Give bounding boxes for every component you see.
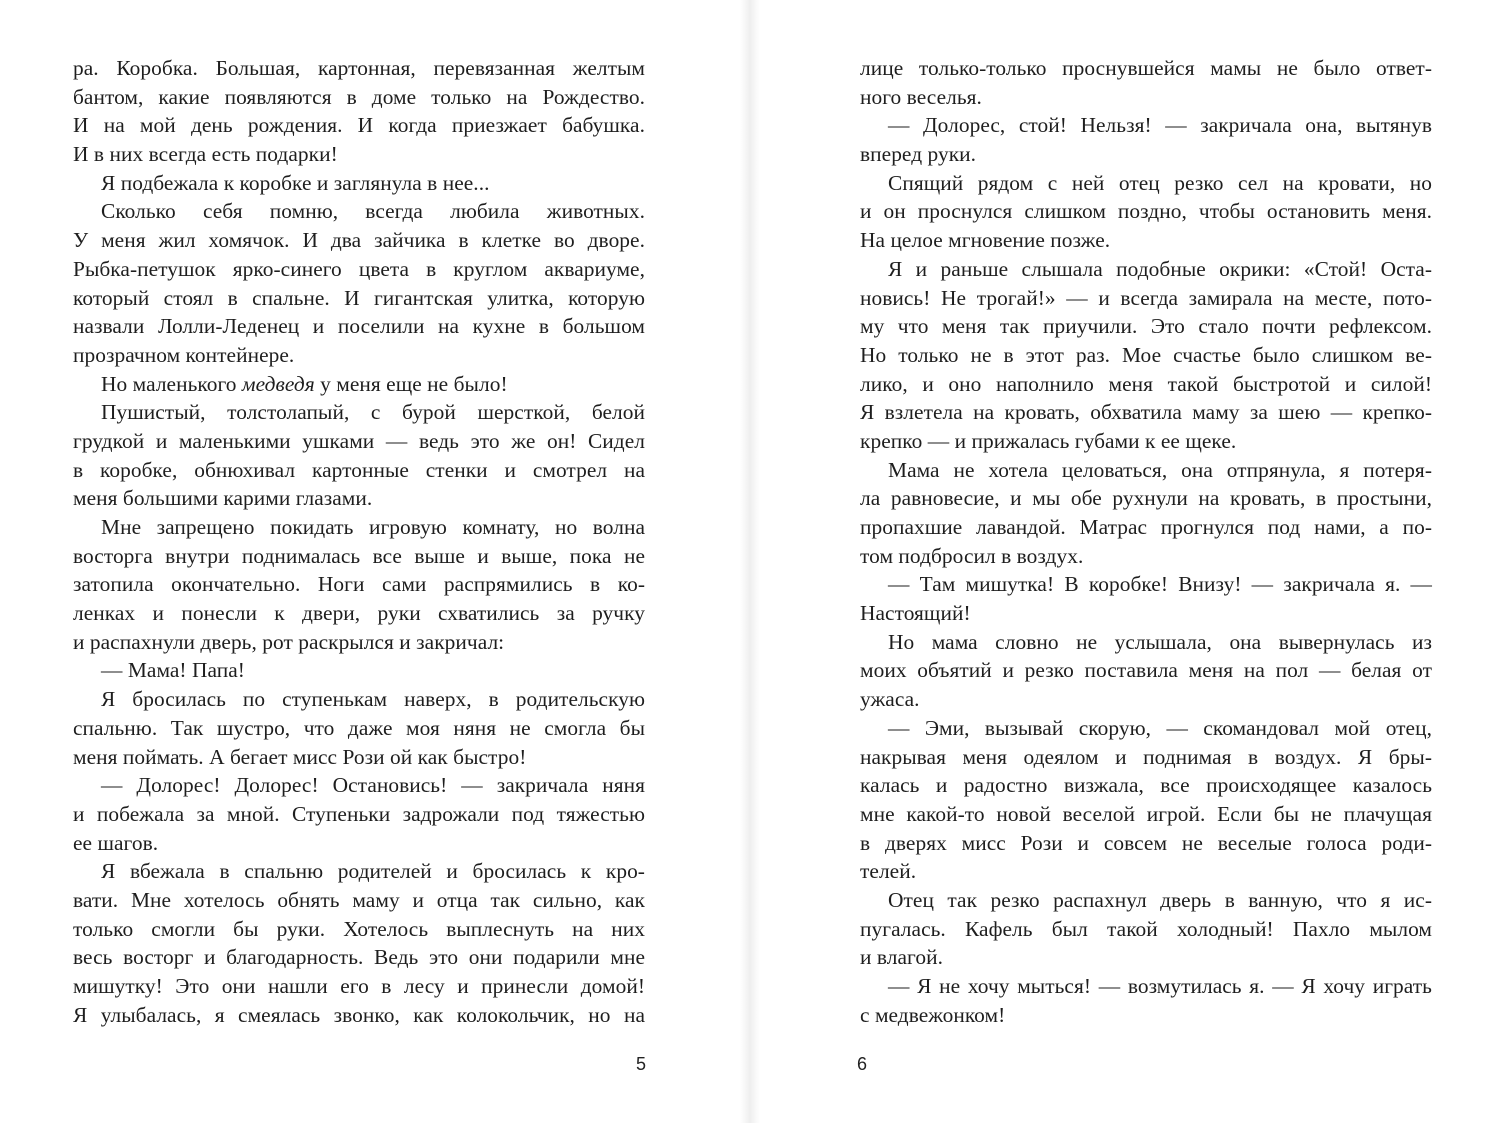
page-number-right: 6	[857, 1054, 868, 1074]
text-line: Я подбежала к коробке и заглянула в нее...	[101, 170, 490, 195]
text-line: бантом, какие появляются в доме только на Рождество.	[73, 84, 645, 109]
text-line: спальню. Так шустро, что даже моя няня не смогла бы	[73, 715, 645, 740]
text-line: пропахшие лавандой. Матрас прогнулся под нами, а по-	[860, 515, 1432, 539]
text-line: И в них всегда есть подарки!	[73, 142, 338, 167]
text-line: Но только не в этот раз. Мое счастье было слишком ве-	[860, 342, 1432, 367]
text-line: вати. Мне хотелось обнять маму и отца так сильно, как	[73, 887, 645, 912]
text-line: Я вбежала в спальню родителей и бросилась к кро-	[101, 859, 645, 884]
text-line: ее шагов.	[73, 830, 159, 855]
text-line: и побежала за мной. Ступеньки задрожали под тяжестью	[73, 801, 645, 826]
text-line: крепко — и прижалась губами к ее щеке.	[860, 428, 1237, 453]
text-line: лико, и оно наполнило меня такой быстротой и силой!	[860, 371, 1432, 396]
text-line: Пушистый, толстолапый, с бурой шерсткой, белой	[101, 400, 645, 425]
text-line: Мама не хотела целоваться, она отпрянула, я потеря-	[888, 457, 1432, 482]
text-line: Рыбка-петушок ярко-синего цвета в круглом аквариуме,	[73, 256, 645, 281]
text-line: ра. Коробка. Большая, картонная, перевязанная желтым	[73, 56, 645, 80]
text-line: Я бросилась по ступенькам наверх, в родительскую	[101, 687, 645, 712]
text-line: — Долорес, стой! Нельзя! — закричала она, вытянув	[888, 113, 1432, 138]
text-line: накрывая меня одеялом и поднимая в воздух. Я бры-	[860, 744, 1432, 769]
text-line: меня большими карими глазами.	[73, 486, 373, 511]
text-line: Но мама словно не услышала, она вывернулась из	[888, 629, 1432, 654]
left-page-text	[73, 54, 645, 1029]
text-line: калась и радостно визжала, все происходящее казалось	[860, 773, 1432, 798]
text-line: моих объятий и резко поставила меня на пол — белая от	[860, 658, 1432, 683]
text-line: му что меня так приучили. Это стало почти рефлексом.	[860, 314, 1432, 339]
text-line: На целое мгновение позже.	[860, 228, 1111, 253]
text-fragment: Но маленького	[101, 371, 242, 396]
text-line: Я улыбалась, я смеялась звонко, как колокольчик, но на	[73, 1002, 645, 1027]
text-line: ла равновесие, и мы обе рухнули на кровать, в простыни,	[860, 486, 1432, 511]
text-line: мишутку! Это они нашли его в лесу и принесли домой!	[73, 974, 645, 998]
text-line: Настоящий!	[860, 601, 971, 626]
right-page-text	[860, 54, 1432, 1029]
text-line: затопила окончательно. Ноги сами распрямились в ко-	[73, 572, 645, 597]
text-line: Отец так резко распахнул дверь в ванную, что я ис-	[888, 887, 1432, 912]
text-line: в коробке, обнюхивал картонные стенки и смотрел на	[73, 457, 645, 482]
text-line: с медвежонком!	[860, 1002, 1006, 1027]
text-line: телей.	[860, 859, 917, 884]
italic-word: медведя	[241, 371, 315, 396]
text-line: ного веселья.	[860, 84, 982, 109]
text-line: ужаса.	[860, 687, 920, 712]
text-line: И на мой день рождения. И когда приезжает бабушка.	[73, 113, 645, 138]
text-line: Я взлетела на кровать, обхватила маму за шею — крепко-	[860, 400, 1432, 425]
text-line: — Я не хочу мыться! — возмутилась я. — Я хочу играть	[888, 974, 1432, 998]
text-line: Мне запрещено покидать игровую комнату, но волна	[101, 515, 645, 539]
text-line: и влагой.	[860, 945, 943, 970]
book-gutter	[740, 0, 760, 1123]
text-line: — Там мишутка! В коробке! Внизу! — закричала я. —	[888, 572, 1432, 597]
text-line: — Мама! Папа!	[101, 658, 245, 683]
text-line: ленках и понесли к двери, руки схватились за ручку	[73, 601, 645, 626]
text-line: пугалась. Кафель был такой холодный! Пахло мылом	[860, 916, 1432, 941]
text-line: том подбросил в воздух.	[860, 543, 1084, 568]
text-line: и он проснулся слишком поздно, чтобы остановить меня.	[860, 199, 1432, 224]
text-line: и распахнули дверь, рот раскрылся и закричал:	[73, 629, 505, 654]
text-line	[73, 370, 645, 399]
text-line: меня поймать. А бегает мисс Рози ой как быстро!	[73, 744, 527, 769]
text-line: грудкой и маленькими ушками — ведь это же он! Сидел	[73, 428, 645, 453]
text-line: — Долорес! Долорес! Остановись! — закричала няня	[101, 773, 645, 798]
text-line: Спящий рядом с ней отец резко сел на кровати, но	[888, 170, 1432, 195]
text-line: прозрачном контейнере.	[73, 342, 295, 367]
text-line: в дверях мисс Рози и совсем не веселые голоса роди-	[860, 830, 1432, 855]
text-line: вперед руки.	[860, 142, 977, 167]
page-number-left: 5	[636, 1054, 647, 1074]
text-line: Сколько себя помню, всегда любила животных.	[101, 199, 645, 224]
text-line: Я и раньше слышала подобные окрики: «Стой! Оста-	[888, 256, 1432, 281]
text-line: У меня жил хомячок. И два зайчика в клетке во дворе.	[73, 228, 645, 253]
text-line: лице только-только проснувшейся мамы не было ответ-	[860, 56, 1432, 80]
text-fragment: у меня еще не было!	[314, 371, 508, 396]
text-line: весь восторг и благодарность. Ведь это они подарили мне	[73, 945, 645, 970]
text-line: назвали Лолли-Леденец и поселили на кухне в большом	[73, 314, 645, 339]
text-line: только смогли бы руки. Хотелось выплеснуть на них	[73, 916, 645, 941]
text-line: мне какой-то новой веселой игрой. Если бы не плачущая	[860, 801, 1432, 826]
text-line: который стоял в спальне. И гигантская улитка, которую	[73, 285, 645, 310]
text-line: восторга внутри поднималась все выше и выше, пока не	[73, 543, 645, 568]
text-line: новись! Не трогай!» — и всегда замирала на месте, пото-	[860, 285, 1432, 310]
text-line: — Эми, вызывай скорую, — скомандовал мой отец,	[888, 715, 1432, 740]
